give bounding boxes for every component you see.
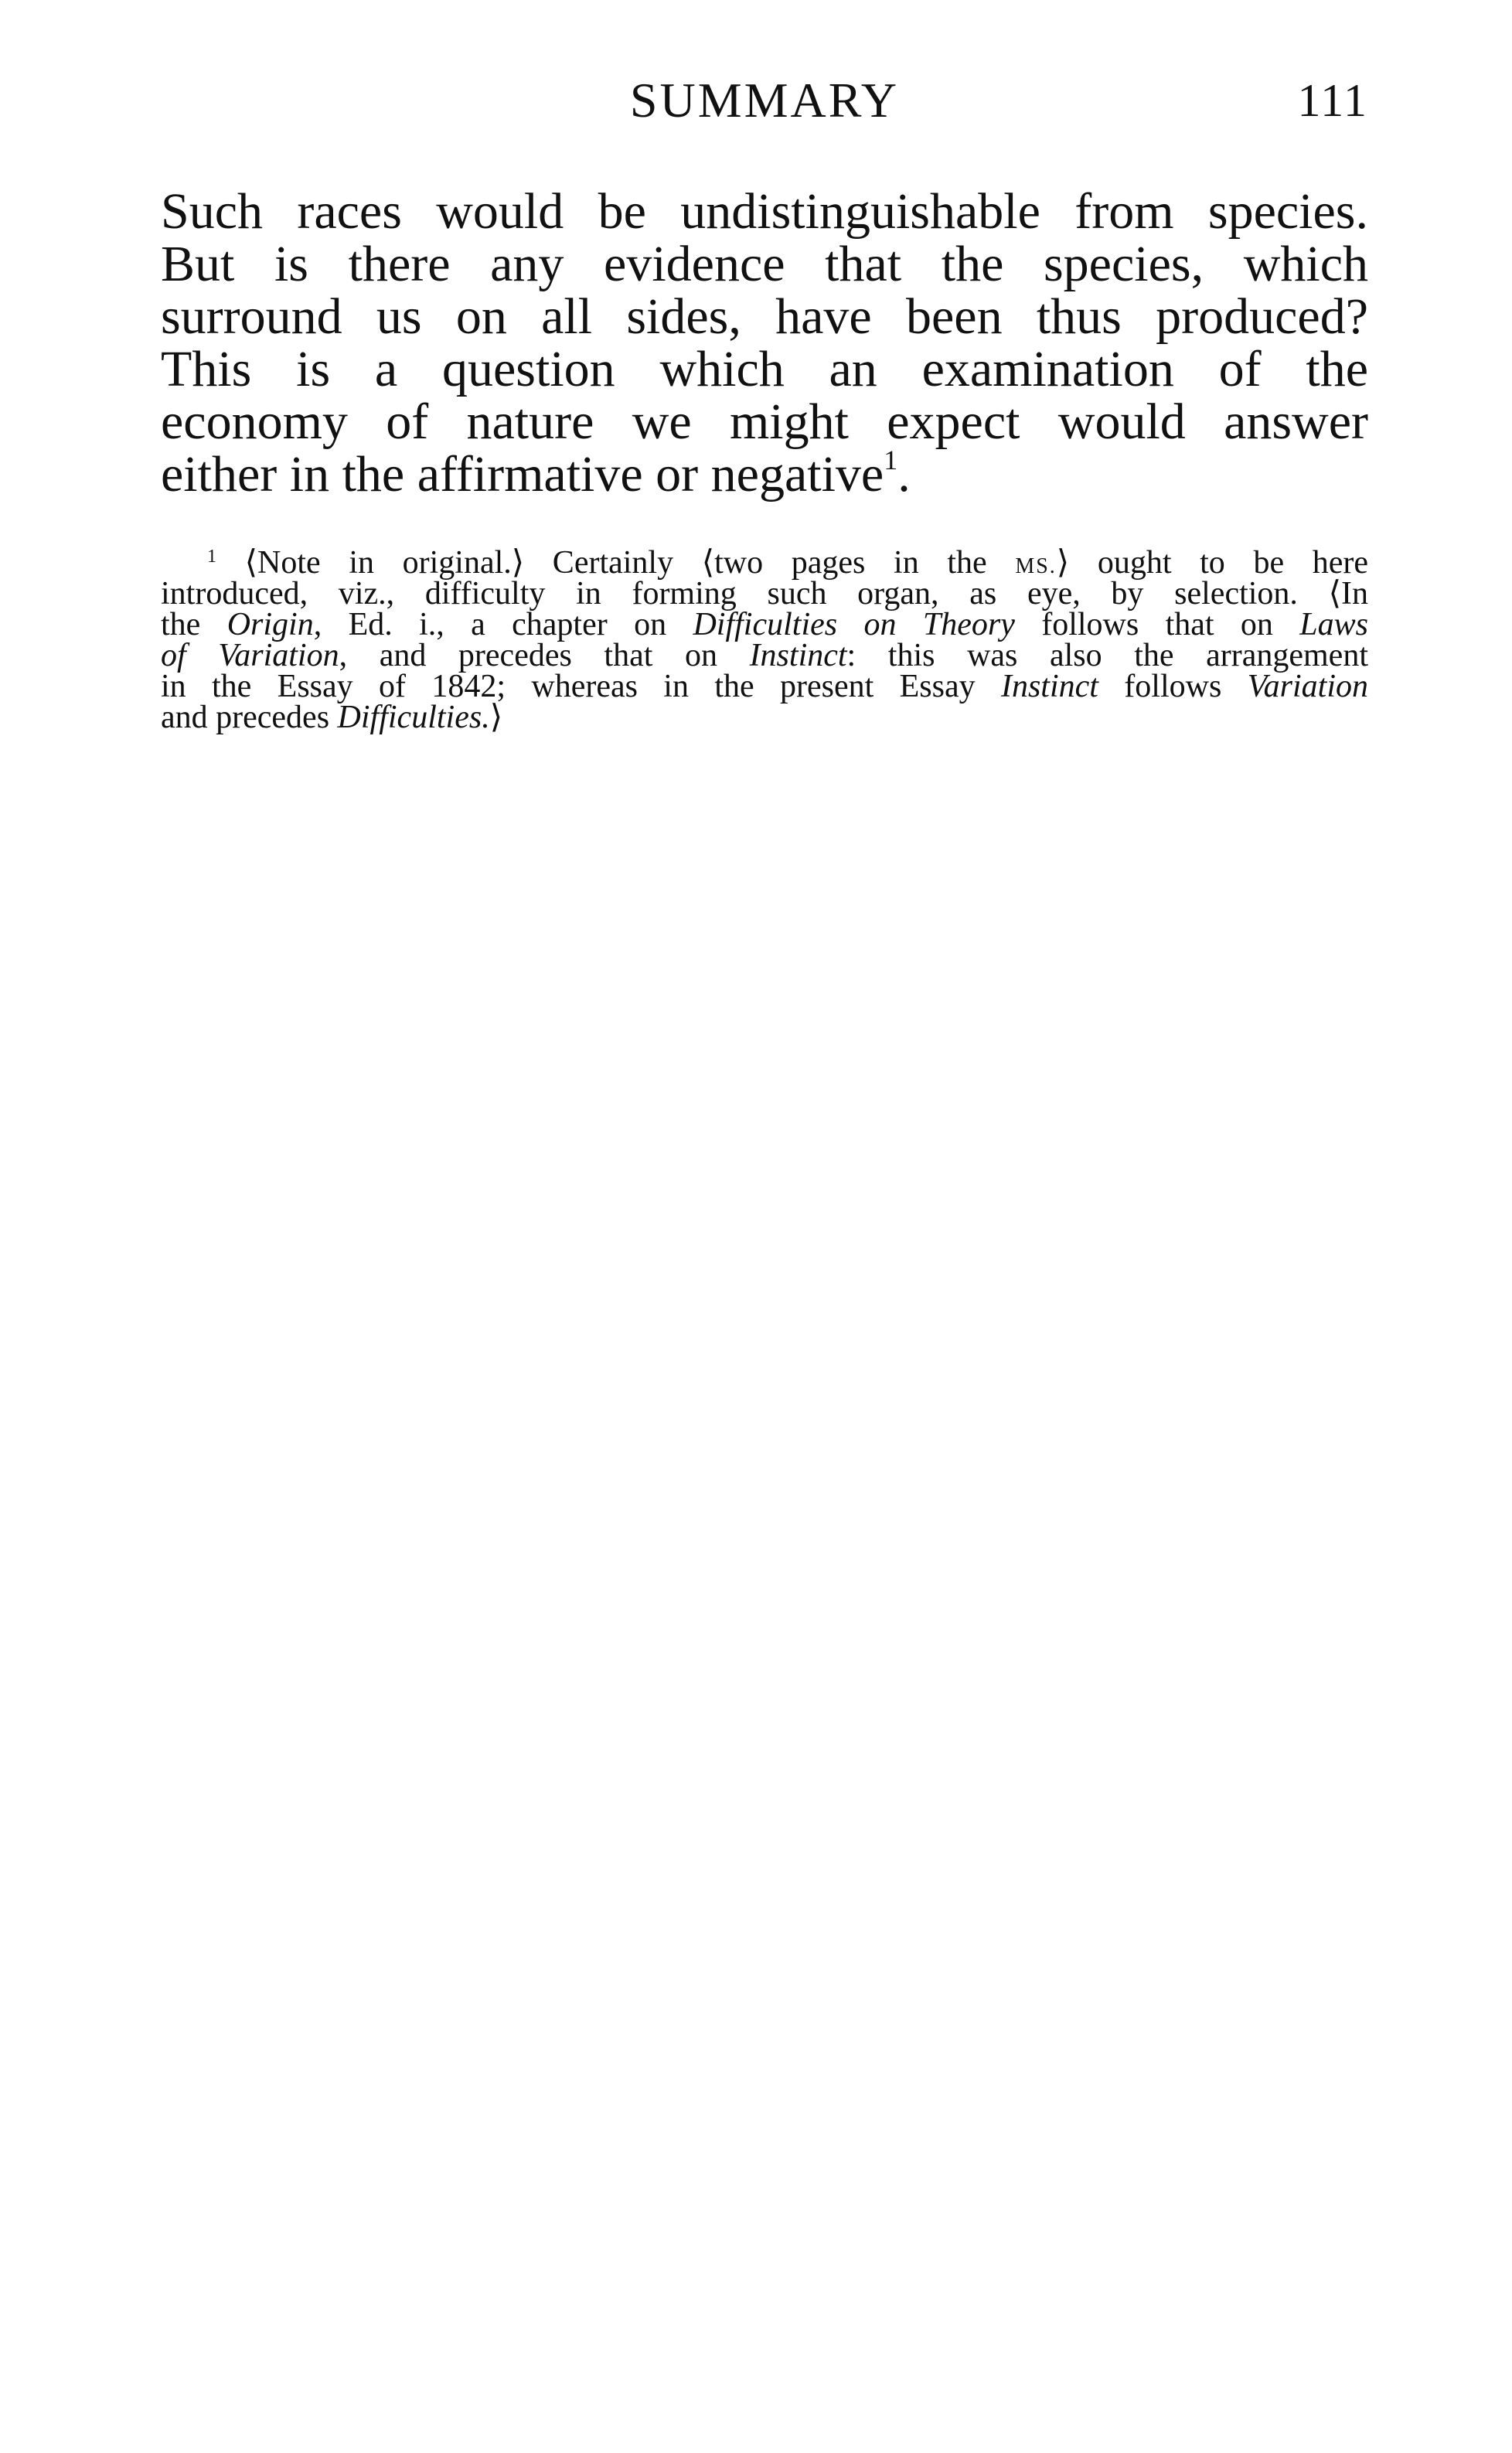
footnote-text: ⟨Note in original.⟩ Certainly ⟨two pages in the xyxy=(244,545,1016,581)
footnote-text: : this was also the arrangement xyxy=(846,638,1368,673)
italic-title: Instinct xyxy=(749,638,847,673)
italic-title: Difficulties. xyxy=(337,700,490,735)
footnote-text: ⟩ ought to be here xyxy=(1056,545,1369,581)
running-title: SUMMARY xyxy=(629,73,900,128)
main-paragraph xyxy=(161,183,1368,503)
footnote-line xyxy=(161,702,1368,733)
paragraph-text: either in the affirmative or negative xyxy=(161,446,884,503)
italic-title: Instinct xyxy=(1000,669,1098,704)
footnote-text: ⟩ xyxy=(489,700,503,735)
footnote-marker: 1 xyxy=(207,547,216,567)
footnote xyxy=(161,547,1368,733)
footnote-text: and precedes xyxy=(161,700,338,735)
footnote-text: the xyxy=(161,607,227,642)
running-head xyxy=(161,70,1368,131)
paragraph-last-line xyxy=(161,445,1368,503)
footnote-line xyxy=(161,609,1368,640)
italic-title: of Variation xyxy=(161,638,339,673)
footnote-text: in the Essay of 1842; whereas in the present Essay xyxy=(161,669,1001,704)
footnote-text: , and precedes that on xyxy=(339,638,750,673)
footnote-line xyxy=(161,640,1368,671)
manuscript-abbrev: MS. xyxy=(1015,554,1057,578)
footnote-line: introduced, viz., difficulty in forming such organ, as eye, by selection. ⟨In xyxy=(161,576,1368,612)
paragraph-line: economy of nature we might expect would answer xyxy=(161,394,1368,450)
paragraph-line: surround us on all sides, have been thus produced? xyxy=(161,288,1368,345)
italic-title: Difficulties on Theory xyxy=(693,607,1015,642)
paragraph-line: But is there any evidence that the species, which xyxy=(161,236,1368,292)
italic-title: Variation xyxy=(1247,669,1368,704)
footnote-line xyxy=(161,671,1368,702)
paragraph-line: Such races would be undistinguishable from species. xyxy=(161,183,1368,240)
paragraph-line: This is a question which an examination of the xyxy=(161,341,1368,397)
italic-title: Origin xyxy=(226,607,314,642)
book-page xyxy=(161,70,1368,733)
footnote-line xyxy=(161,545,1369,581)
italic-title: Laws xyxy=(1299,607,1369,642)
page-number: 111 xyxy=(1297,75,1368,126)
footnote-reference: 1 xyxy=(884,445,898,475)
end-punctuation: . xyxy=(897,446,911,503)
footnote-text: follows that on xyxy=(1014,607,1300,642)
footnote-text: , Ed. i., a chapter on xyxy=(313,607,693,642)
footnote-text: follows xyxy=(1098,669,1248,704)
